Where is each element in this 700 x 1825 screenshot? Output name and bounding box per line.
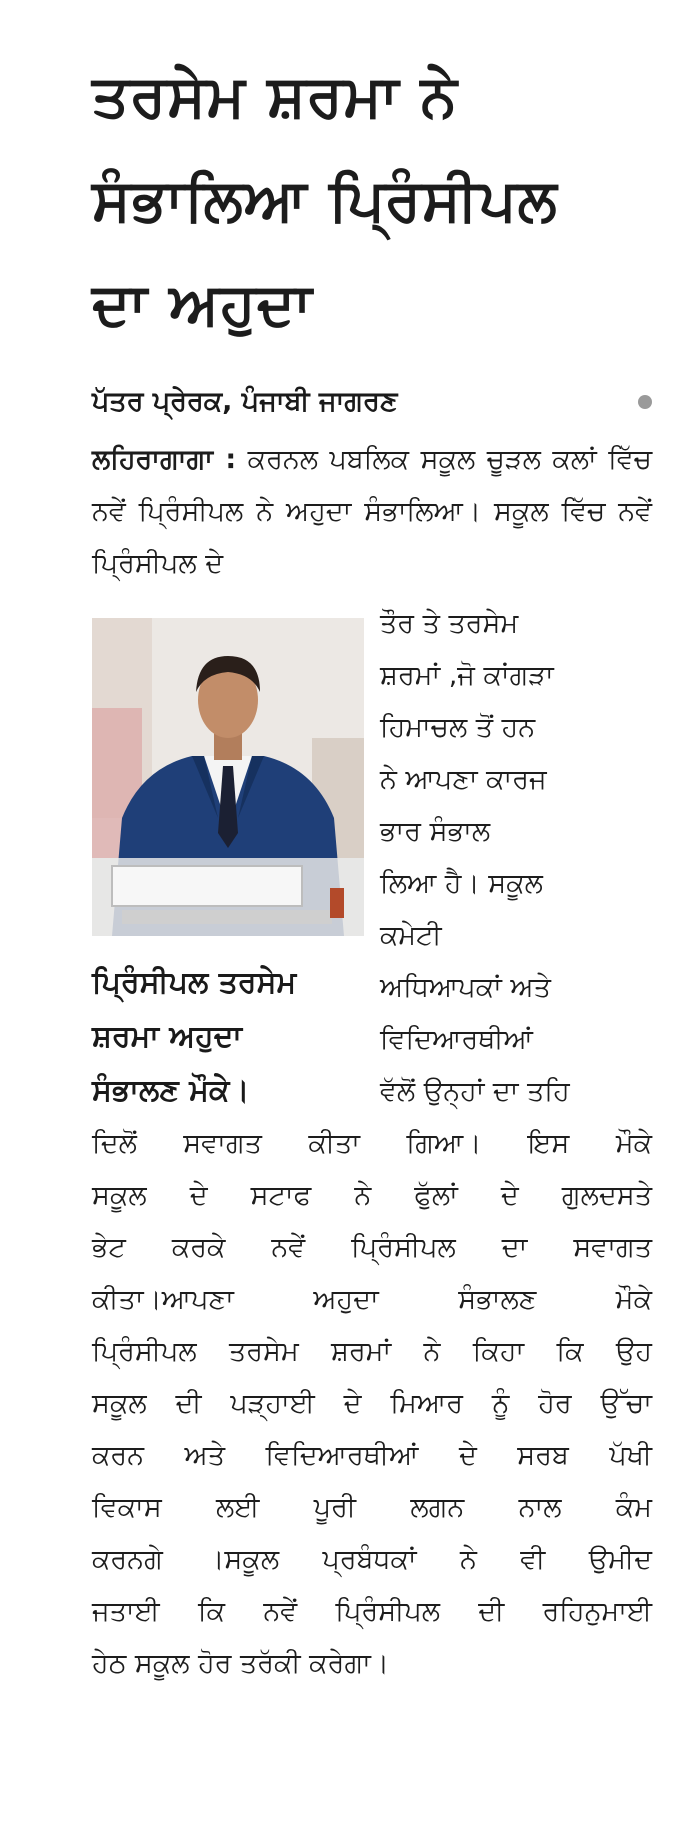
headline-line: ਤਰਸੇਮ ਸ਼ਰਮਾ ਨੇ [92,62,458,130]
text-line: ਪ੍ਰਿੰਸੀਪਲ ਤਰਸੇਮ ਸ਼ਰਮਾਂ ਨੇ ਕਿਹਾ ਕਿ ਉਹ [92,1336,652,1367]
text-line: ਸਕੂਲ ਦੀ ਪੜ੍ਹਾਈ ਦੇ ਮਿਆਰ ਨੂੰ ਹੋਰ ਉੱਚਾ [92,1388,652,1419]
text-line: ਵਿਕਾਸ ਲਈ ਪੂਰੀ ਲਗਨ ਨਾਲ ਕੰਮ [92,1492,652,1523]
text-line: ਸਕੂਲ ਦੇ ਸਟਾਫ ਨੇ ਫੁੱਲਾਂ ਦੇ ਗੁਲਦਸਤੇ [92,1180,652,1211]
text-line: ਹਿਮਾਚਲ ਤੋਂ ਹਨ [380,712,536,743]
principal-photo [92,618,364,936]
text-line: ਜਤਾਈ ਕਿ ਨਵੇਂ ਪ੍ਰਿੰਸੀਪਲ ਦੀ ਰਹਿਨੁਮਾਈ [92,1596,652,1627]
text-line: ਭੇਟ ਕਰਕੇ ਨਵੇਂ ਪ੍ਰਿੰਸੀਪਲ ਦਾ ਸਵਾਗਤ [92,1232,652,1263]
headline [92,44,682,356]
text-line: ਨੇ ਆਪਣਾ ਕਾਰਜ [380,764,547,795]
text-line: ਸ਼ਰਮਾਂ ,ਜੋ ਕਾਂਗੜਾ [380,660,554,691]
text-line: ਕਰਨ ਅਤੇ ਵਿਦਿਆਰਥੀਆਂ ਦੇ ਸਰਬ ਪੱਖੀ [92,1440,652,1471]
text-line: ਕੀਤਾ।ਆਪਣਾ ਅਹੁਦਾ ਸੰਭਾਲਣ ਮੌਕੇ [92,1284,652,1315]
article-intro [92,434,652,590]
bullet-icon [638,395,652,409]
text-line: ਕਰਨਗੇ ।ਸਕੂਲ ਪ੍ਰਬੰਧਕਾਂ ਨੇ ਵੀ ਉਮੀਦ [92,1544,652,1575]
text-line: ਕਮੇਟੀ [380,920,442,951]
byline-text: ਪੱਤਰ ਪ੍ਰੇਰਕ, ਪੰਜਾਬੀ ਜਾਗਰਣ [92,386,398,417]
text-line: ਅਧਿਆਪਕਾਂ ਅਤੇ [380,972,551,1003]
text-line: ਤੌਰ ਤੇ ਤਰਸੇਮ [380,608,519,639]
text-line: ਭਾਰ ਸੰਭਾਲ [380,816,491,847]
caption-line: ਪ੍ਰਿੰਸੀਪਲ ਤਰਸੇਮ [92,965,297,1000]
photo-caption [92,956,372,1118]
dateline: ਲਹਿਰਾਗਾਗਾ : [92,444,237,475]
text-line: ਲਿਆ ਹੈ। ਸਕੂਲ [380,868,543,899]
text-line: ਦਿਲੋਂ ਸਵਾਗਤ ਕੀਤਾ ਗਿਆ। ਇਸ ਮੌਕੇ [92,1128,652,1159]
headline-line: ਦਾ ਅਹੁਦਾ [92,270,313,338]
caption-line: ਸੰਭਾਲਣ ਮੌਕੇ। [92,1073,250,1108]
caption-line: ਸ਼ਰਮਾ ਅਹੁਦਾ [92,1019,243,1054]
article-side-column [380,598,652,1118]
article-body [92,1118,652,1690]
headline-line: ਸੰਭਾਲਿਆ ਪ੍ਰਿੰਸੀਪਲ [92,166,558,234]
text-line: ਵਿਦਿਆਰਥੀਆਂ [380,1024,533,1055]
intro-text: ਕਰਨਲ ਪਬਲਿਕ ਸਕੂਲ ਚੂੜਲ ਕਲਾਂ ਵਿੱਚ ਨਵੇਂ ਪ੍ਰਿੰਸੀਪਲ ਨੇ ਅਹੁਦਾ ਸੰਭਾਲਿਆ। ਸਕੂਲ ਵਿੱਚ ਨਵੇਂ ਪ੍ਰਿੰਸੀਪਲ ਦੇ [92,444,652,579]
text-line: ਹੇਠ ਸਕੂਲ ਹੋਰ ਤਰੱਕੀ ਕਰੇਗਾ। [92,1648,390,1679]
byline [92,380,652,424]
text-line: ਵੱਲੋਂ ਉਨ੍ਹਾਂ ਦਾ ਤਹਿ [380,1076,570,1107]
portrait-image [92,618,364,936]
